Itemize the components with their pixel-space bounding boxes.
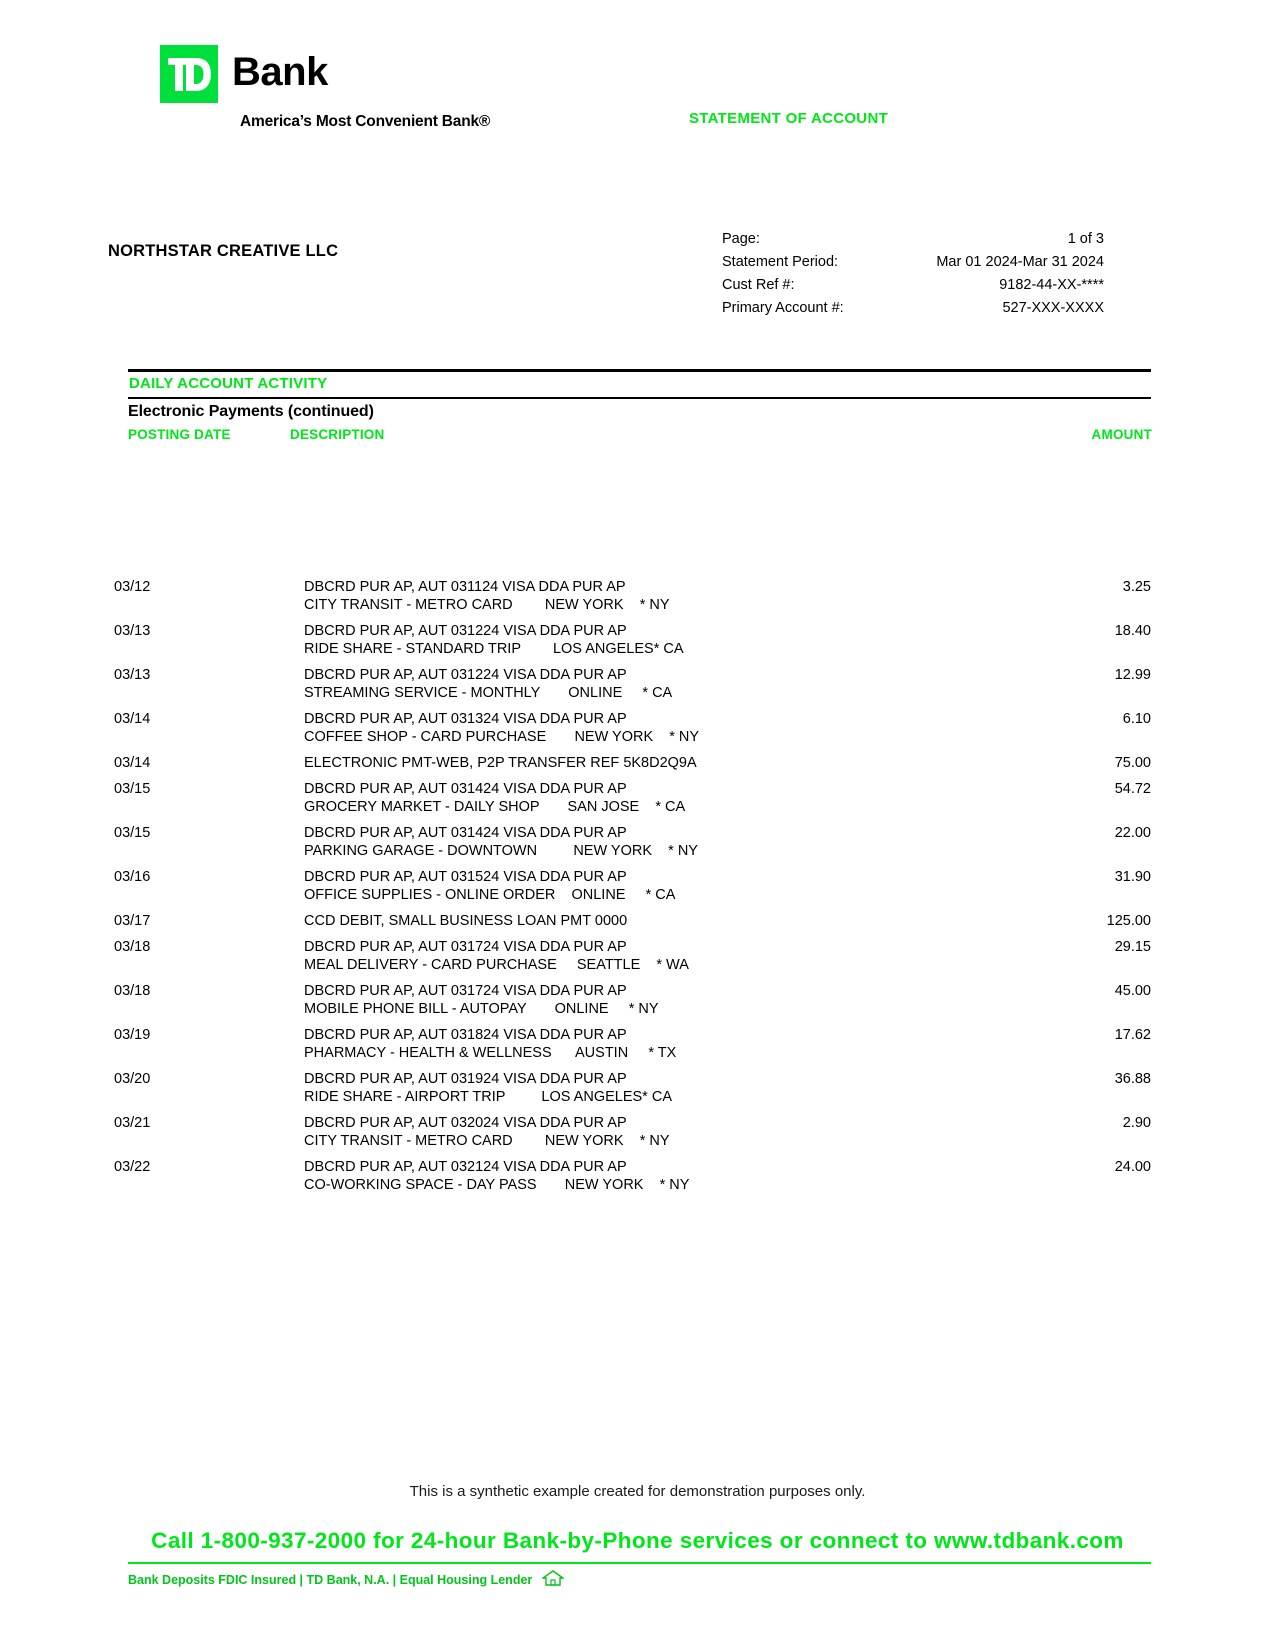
txn-amount: 2.90: [1122, 1115, 1151, 1131]
txn-amount: 36.88: [1114, 1071, 1151, 1087]
txn-desc-line2: CO-WORKING SPACE - DAY PASS NEW YORK * NY: [304, 1177, 690, 1193]
txn-desc-line2: CITY TRANSIT - METRO CARD NEW YORK * NY: [304, 597, 670, 613]
table-row: [114, 868, 1151, 904]
txn-date: 03/18: [114, 939, 151, 955]
td-logo-icon: [160, 45, 218, 103]
column-header-description: DESCRIPTION: [290, 427, 385, 442]
table-row: [114, 666, 1151, 702]
meta-value-primary-account: 527-XXX-XXXX: [1002, 300, 1104, 316]
meta-row-page: [722, 229, 1104, 250]
txn-desc-line1: DBCRD PUR AP, AUT 031924 VISA DDA PUR AP: [304, 1071, 627, 1087]
txn-date: 03/15: [114, 825, 151, 841]
meta-row-cust-ref: [722, 275, 1104, 296]
txn-amount: 125.00: [1106, 913, 1151, 929]
txn-desc-line2: MEAL DELIVERY - CARD PURCHASE SEATTLE * WA: [304, 957, 689, 973]
txn-date: 03/16: [114, 869, 151, 885]
txn-desc-line1: CCD DEBIT, SMALL BUSINESS LOAN PMT 0000: [304, 913, 628, 929]
account-holder-name: NORTHSTAR CREATIVE LLC: [108, 242, 339, 260]
section-divider-top: [128, 369, 1151, 372]
txn-desc-line1: DBCRD PUR AP, AUT 032124 VISA DDA PUR AP: [304, 1159, 627, 1175]
txn-desc-line1: DBCRD PUR AP, AUT 031824 VISA DDA PUR AP: [304, 1027, 627, 1043]
txn-date: 03/14: [114, 755, 151, 771]
statement-meta-block: [722, 229, 1104, 321]
txn-date: 03/14: [114, 711, 151, 727]
txn-amount: 12.99: [1114, 667, 1151, 683]
equal-housing-lender-icon: [542, 1570, 564, 1589]
txn-desc-line1: DBCRD PUR AP, AUT 031724 VISA DDA PUR AP: [304, 983, 627, 999]
txn-description: [304, 824, 1001, 860]
txn-desc-line1: DBCRD PUR AP, AUT 031424 VISA DDA PUR AP: [304, 781, 627, 797]
meta-row-primary-account: [722, 298, 1104, 319]
txn-date: 03/19: [114, 1027, 151, 1043]
txn-desc-line2: MOBILE PHONE BILL - AUTOPAY ONLINE * NY: [304, 1001, 659, 1017]
txn-desc-line1: DBCRD PUR AP, AUT 031524 VISA DDA PUR AP: [304, 869, 627, 885]
txn-amount: 29.15: [1114, 939, 1151, 955]
txn-amount: 75.00: [1114, 755, 1151, 771]
txn-date: 03/15: [114, 781, 151, 797]
txn-description: [304, 666, 1001, 702]
table-row: [114, 1114, 1151, 1150]
txn-date: 03/13: [114, 667, 151, 683]
txn-date: 03/21: [114, 1115, 151, 1131]
txn-date: 03/17: [114, 913, 151, 929]
meta-label-cust-ref: Cust Ref #:: [722, 277, 795, 293]
txn-amount: 24.00: [1114, 1159, 1151, 1175]
txn-amount: 6.10: [1122, 711, 1151, 727]
txn-date: 03/20: [114, 1071, 151, 1087]
table-row: [114, 578, 1151, 614]
txn-desc-line1: DBCRD PUR AP, AUT 031324 VISA DDA PUR AP: [304, 711, 627, 727]
txn-desc-line1: DBCRD PUR AP, AUT 032024 VISA DDA PUR AP: [304, 1115, 627, 1131]
meta-row-statement-period: [722, 252, 1104, 273]
txn-desc-line2: OFFICE SUPPLIES - ONLINE ORDER ONLINE * CA: [304, 887, 676, 903]
table-row: [114, 710, 1151, 746]
txn-description: [304, 1070, 1001, 1106]
txn-desc-line2: STREAMING SERVICE - MONTHLY ONLINE * CA: [304, 685, 673, 701]
table-row: [114, 1158, 1151, 1194]
logo-row: [160, 45, 860, 103]
table-row: [114, 1026, 1151, 1062]
transaction-table: [114, 578, 1151, 1202]
txn-amount: 31.90: [1114, 869, 1151, 885]
txn-amount: 18.40: [1114, 623, 1151, 639]
txn-date: 03/13: [114, 623, 151, 639]
bank-by-phone-line: Call 1-800-937-2000 for 24-hour Bank-by-Phone services or connect to www.tdbank.com: [151, 1528, 1124, 1553]
fdic-disclosure-text: Bank Deposits FDIC Insured | TD Bank, N.A. | Equal Housing Lender: [128, 1572, 533, 1587]
table-row: [114, 982, 1151, 1018]
meta-label-statement-period: Statement Period:: [722, 254, 839, 270]
txn-description: [304, 1026, 1001, 1062]
txn-description: [304, 622, 1001, 658]
table-row: [114, 622, 1151, 658]
table-row: [114, 824, 1151, 860]
txn-amount: 3.25: [1122, 579, 1151, 595]
section-divider-bottom: [128, 397, 1151, 399]
meta-label-primary-account: Primary Account #:: [722, 300, 844, 316]
synthetic-disclaimer-note: This is a synthetic example created for demonstration purposes only.: [409, 1483, 866, 1500]
table-row: [114, 1070, 1151, 1106]
txn-description: [304, 1158, 1001, 1194]
meta-label-page: Page:: [722, 231, 760, 247]
brand-tagline: America’s Most Convenient Bank®: [240, 113, 491, 130]
fdic-disclosure: [128, 1570, 1151, 1589]
txn-desc-line1: DBCRD PUR AP, AUT 031424 VISA DDA PUR AP: [304, 825, 627, 841]
table-row: [114, 780, 1151, 816]
txn-date: 03/18: [114, 983, 151, 999]
footer-divider: [128, 1562, 1151, 1564]
txn-date: 03/22: [114, 1159, 151, 1175]
txn-desc-line2: GROCERY MARKET - DAILY SHOP SAN JOSE * CA: [304, 799, 686, 815]
txn-description: [304, 710, 1001, 746]
txn-description: [304, 754, 1001, 772]
txn-desc-line1: ELECTRONIC PMT-WEB, P2P TRANSFER REF 5K8D2Q9A: [304, 755, 697, 771]
txn-description: [304, 780, 1001, 816]
txn-description: [304, 938, 1001, 974]
statement-of-account-title: STATEMENT OF ACCOUNT: [689, 110, 889, 127]
txn-description: [304, 578, 1001, 614]
table-row: [114, 912, 1151, 930]
meta-value-cust-ref: 9182-44-XX-****: [999, 277, 1104, 293]
txn-desc-line2: COFFEE SHOP - CARD PURCHASE NEW YORK * NY: [304, 729, 700, 745]
txn-description: [304, 868, 1001, 904]
table-row: [114, 754, 1151, 772]
txn-desc-line2: PARKING GARAGE - DOWNTOWN NEW YORK * NY: [304, 843, 698, 859]
txn-date: 03/12: [114, 579, 151, 595]
bank-wordmark: Bank: [232, 50, 328, 94]
txn-amount: 45.00: [1114, 983, 1151, 999]
txn-amount: 22.00: [1114, 825, 1151, 841]
txn-description: [304, 912, 1001, 930]
meta-value-page: 1 of 3: [1067, 231, 1104, 247]
txn-desc-line2: PHARMACY - HEALTH & WELLNESS AUSTIN * TX: [304, 1045, 677, 1061]
txn-desc-line1: DBCRD PUR AP, AUT 031224 VISA DDA PUR AP: [304, 667, 627, 683]
daily-account-activity-title: DAILY ACCOUNT ACTIVITY: [129, 375, 328, 392]
txn-desc-line1: DBCRD PUR AP, AUT 031724 VISA DDA PUR AP: [304, 939, 627, 955]
txn-desc-line1: DBCRD PUR AP, AUT 031224 VISA DDA PUR AP: [304, 623, 627, 639]
txn-desc-line1: DBCRD PUR AP, AUT 031124 VISA DDA PUR AP: [304, 579, 626, 595]
column-header-posting-date: POSTING DATE: [128, 427, 231, 442]
txn-desc-line2: RIDE SHARE - STANDARD TRIP LOS ANGELES* CA: [304, 641, 684, 657]
column-header-amount: AMOUNT: [1091, 427, 1152, 442]
txn-amount: 17.62: [1114, 1027, 1151, 1043]
txn-desc-line2: CITY TRANSIT - METRO CARD NEW YORK * NY: [304, 1133, 670, 1149]
table-row: [114, 938, 1151, 974]
meta-value-statement-period: Mar 01 2024-Mar 31 2024: [936, 254, 1104, 270]
electronic-payments-subtitle: Electronic Payments (continued): [128, 403, 374, 420]
txn-desc-line2: RIDE SHARE - AIRPORT TRIP LOS ANGELES* CA: [304, 1089, 672, 1105]
txn-description: [304, 1114, 1001, 1150]
txn-amount: 54.72: [1114, 781, 1151, 797]
txn-description: [304, 982, 1001, 1018]
